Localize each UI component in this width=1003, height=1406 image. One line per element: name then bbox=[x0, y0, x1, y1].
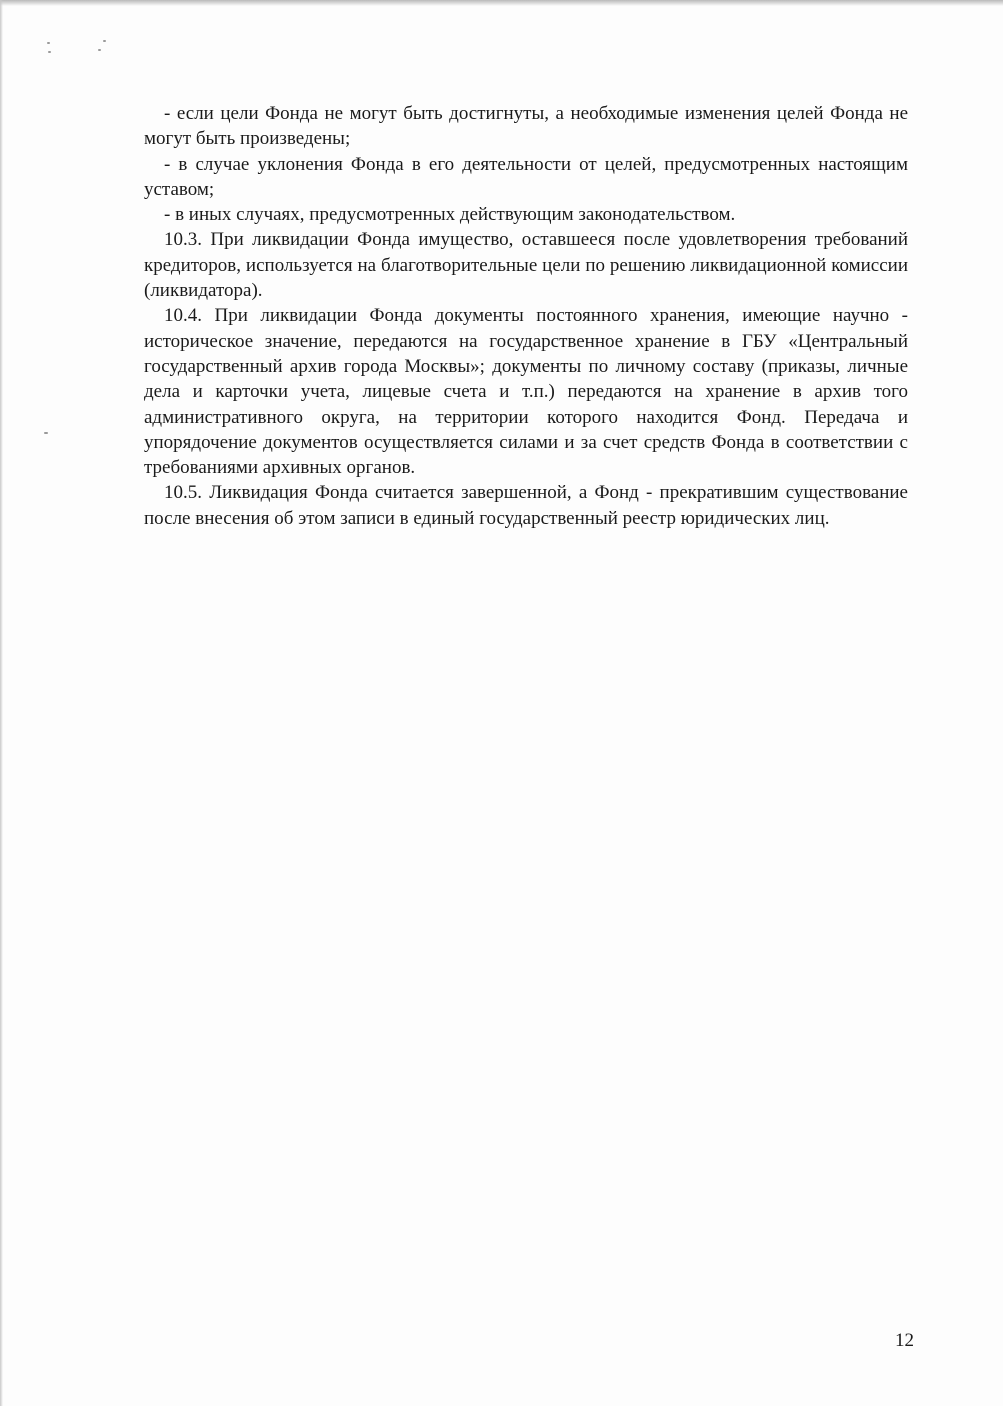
paragraph-other-cases: - в иных случаях, предусмотренных действующим законодательством. bbox=[164, 204, 736, 226]
scan-speck bbox=[48, 51, 51, 53]
paragraph-deviation-from-goals: - в случае уклонения Фонда в его деятельности от целей, предусмотренных настоящим уставом; bbox=[144, 153, 908, 200]
scan-speck bbox=[44, 432, 48, 434]
paragraph-10-3: 10.3. При ликвидации Фонда имущество, оставшееся после удовлетворения требований кредиторов, используется на благотворительные цели по решению ликвидационной комиссии (ликвидатора). bbox=[144, 229, 908, 302]
paragraph-10-5: 10.5. Ликвидация Фонда считается завершенной, а Фонд - прекратившим существование после внесения об этом записи в единый государственный реестр юридических лиц. bbox=[144, 482, 908, 529]
scan-edge-left bbox=[0, 0, 3, 1406]
scan-edge-top bbox=[0, 0, 1003, 6]
scan-speck bbox=[103, 40, 106, 42]
scan-speck bbox=[47, 42, 50, 44]
paragraph-goals-unachievable: - если цели Фонда не могут быть достигнуты, а необходимые изменения целей Фонда не могут быть произведены; bbox=[144, 103, 908, 150]
document-body bbox=[144, 101, 908, 531]
page-number: 12 bbox=[895, 1330, 914, 1351]
paragraph-10-4: 10.4. При ликвидации Фонда документы постоянного хранения, имеющие научно - историческое значение, передаются на государственное хранение в ГБУ «Центральный государственный архив города Москвы»; документы по личному составу (приказы, личные дела и карточки учета, лицевые счета и т.п.) передаются на хранение в архив того административного округа, на территории которого находится Фонд. Передача и упорядочение документов осуществляется силами и за счет средств Фонда в соответствии с требованиями архивных органов. bbox=[144, 305, 908, 479]
scan-speck bbox=[98, 49, 101, 51]
